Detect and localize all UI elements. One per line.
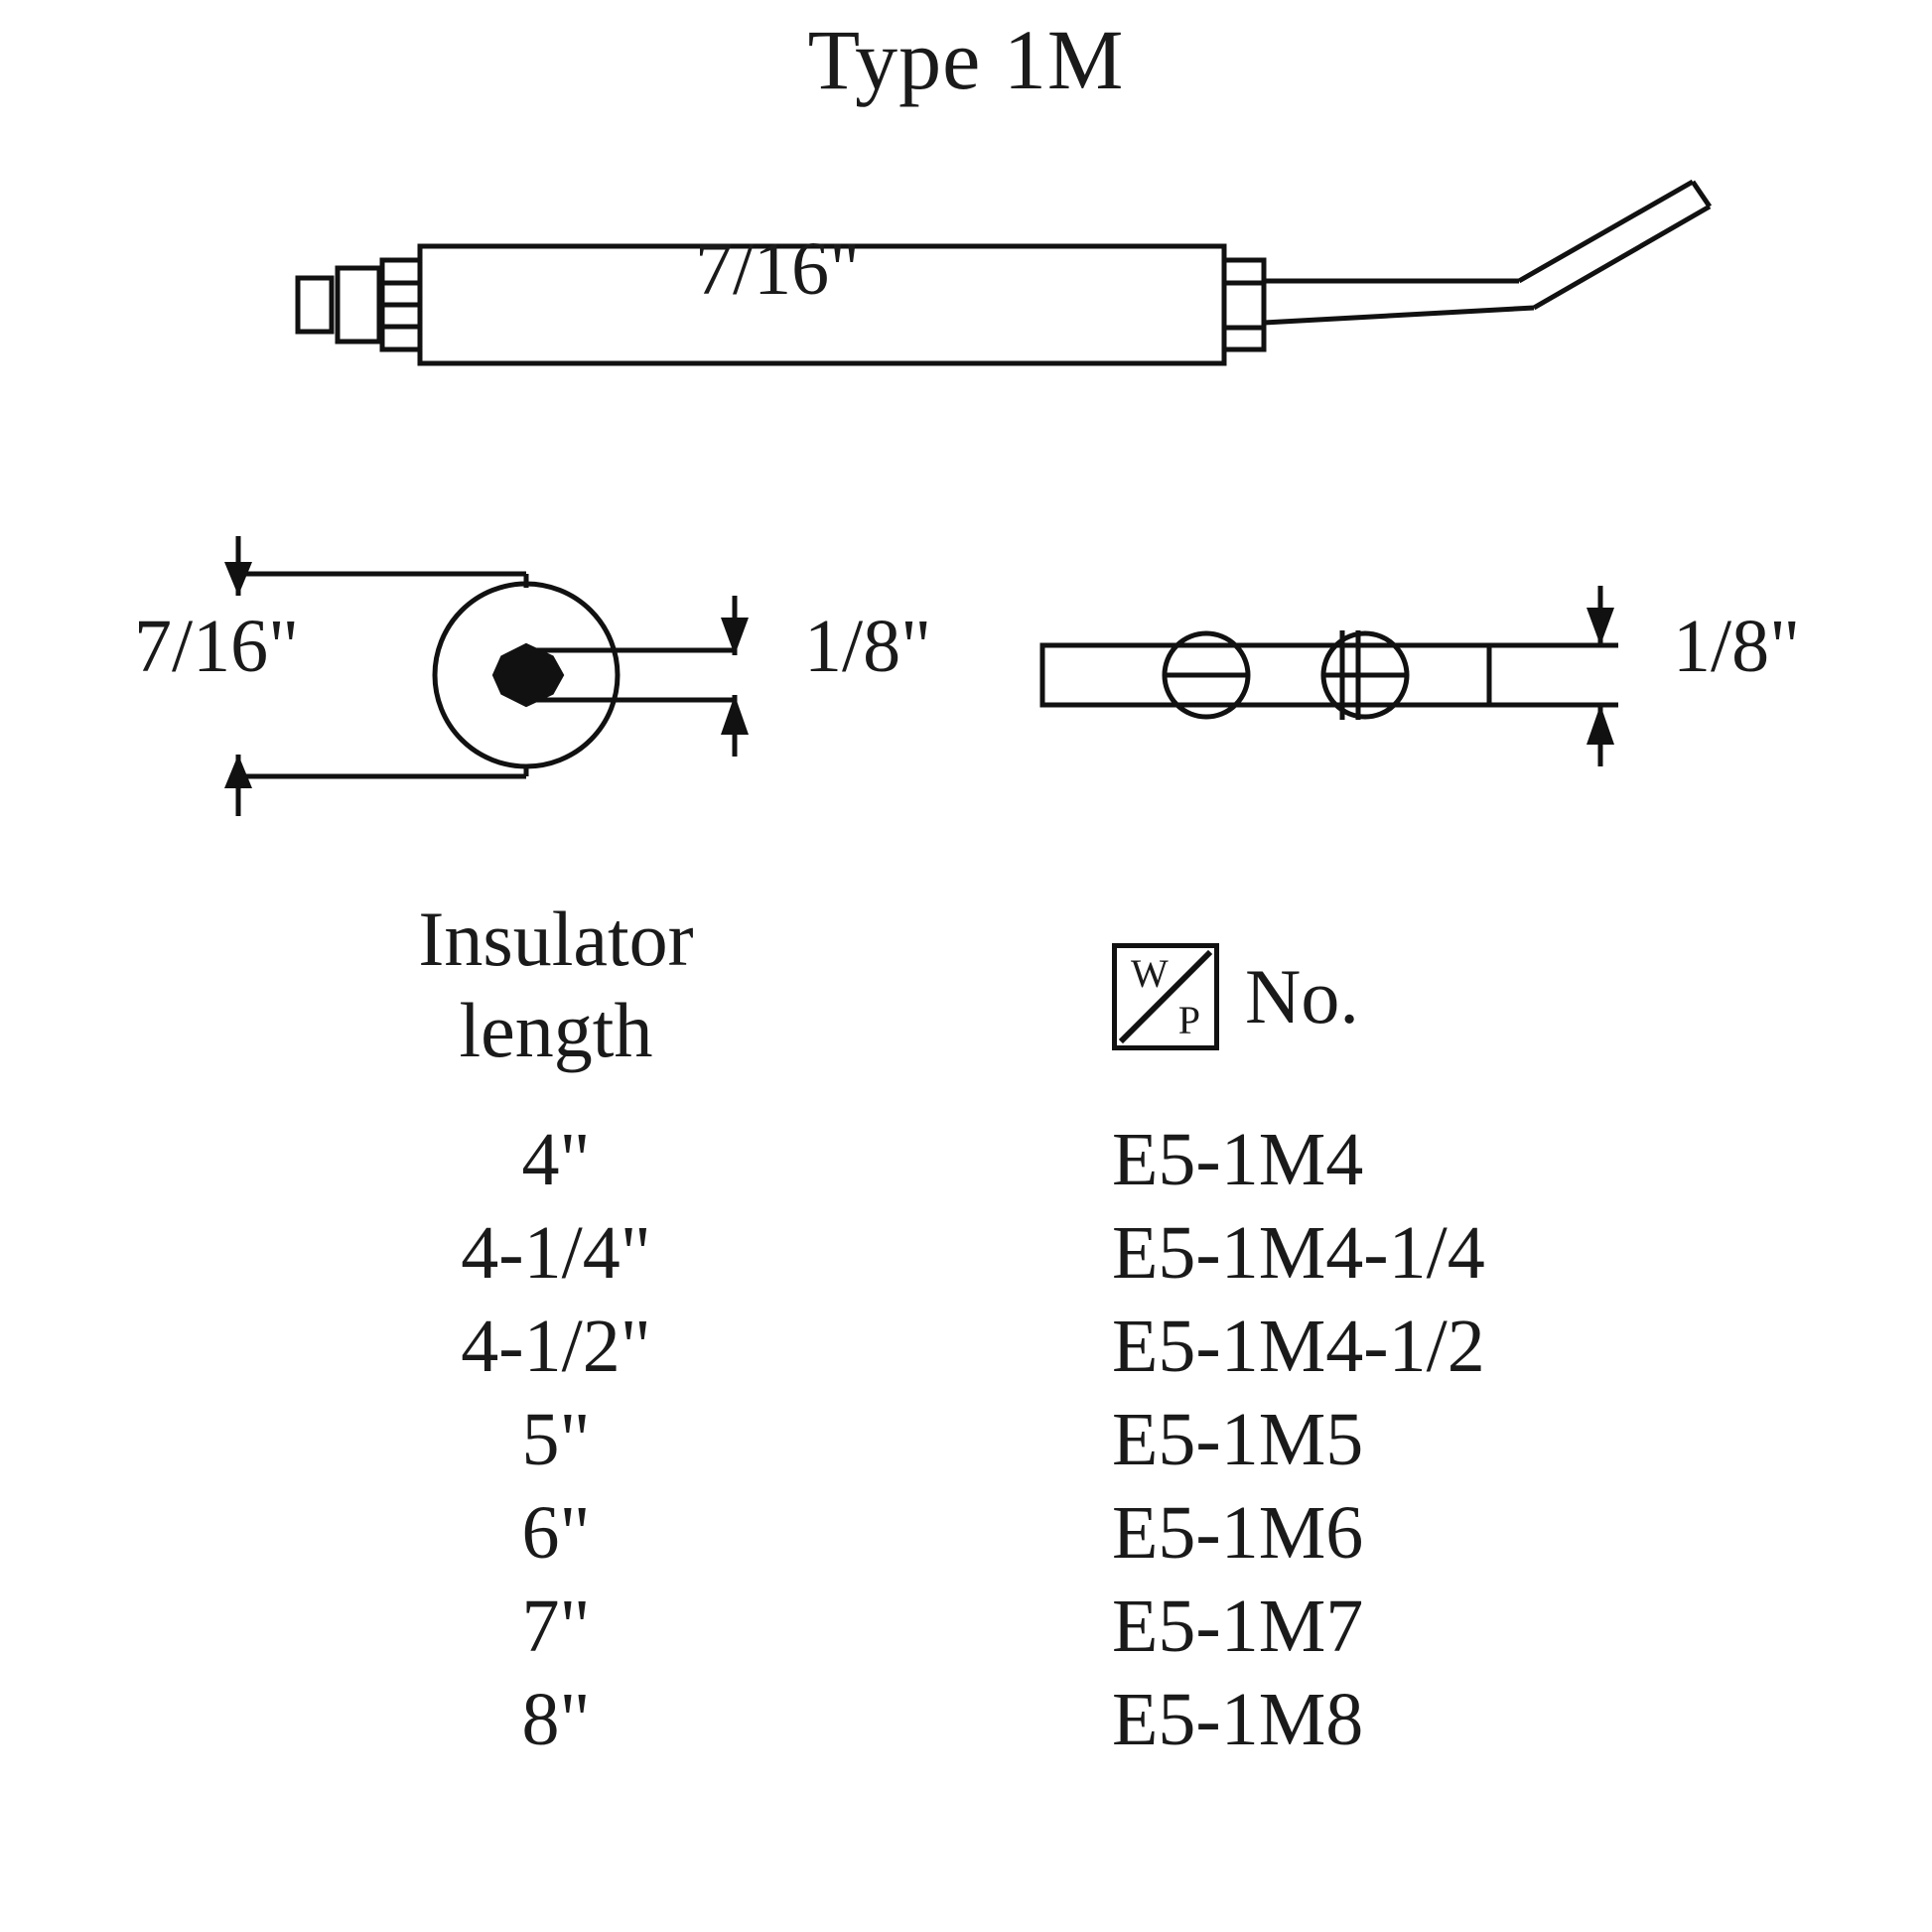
dimension-body-length: 7/16" (695, 227, 861, 311)
table-row (328, 1584, 1718, 1677)
cell-part-number: E5-1M6 (1112, 1491, 1364, 1575)
table-row (328, 1397, 1718, 1490)
cell-insulator-length: 4-1/2" (461, 1305, 651, 1388)
cell-part-number: E5-1M4-1/2 (1112, 1305, 1485, 1388)
column-header-part-number (1112, 943, 1359, 1050)
cell-insulator-length: 5" (521, 1398, 591, 1481)
page-title: Type 1M (807, 12, 1125, 107)
column-header-no-label: No. (1245, 953, 1359, 1039)
electrode-top-view (1042, 645, 1489, 705)
cell-part-number: E5-1M8 (1112, 1678, 1364, 1761)
wp-box-p-label: P (1177, 998, 1200, 1042)
terminal-cap (298, 278, 332, 332)
cell-insulator-length: 4-1/4" (461, 1211, 651, 1295)
insulator-end-circle (435, 584, 618, 766)
table-row (328, 1117, 1718, 1210)
dimension-gap-right: 1/8" (1673, 605, 1801, 688)
table-row (328, 1490, 1718, 1584)
table-row (328, 1304, 1718, 1397)
table-row (328, 1210, 1718, 1304)
wp-box-icon (1112, 943, 1219, 1050)
table-row (328, 1677, 1718, 1770)
dimension-gap-left: 1/8" (804, 605, 932, 688)
dimension-diameter: 7/16" (134, 605, 300, 688)
cell-part-number: E5-1M5 (1112, 1398, 1364, 1481)
cell-insulator-length: 7" (521, 1585, 591, 1668)
table-body (328, 1117, 1718, 1770)
cell-part-number: E5-1M4 (1112, 1118, 1364, 1201)
cell-part-number: E5-1M4-1/4 (1112, 1211, 1485, 1295)
column-header-line-2: length (459, 987, 653, 1074)
column-header-insulator-length (328, 894, 784, 1076)
cell-part-number: E5-1M7 (1112, 1585, 1364, 1668)
table-header-row (328, 894, 1718, 1112)
column-header-line-1: Insulator (418, 896, 694, 982)
cell-insulator-length: 6" (521, 1491, 591, 1575)
electrode-cross-section (494, 645, 562, 705)
cell-insulator-length: 8" (521, 1678, 591, 1761)
cell-insulator-length: 4" (521, 1118, 591, 1201)
specification-table (328, 894, 1718, 1761)
wp-box-w-label: W (1131, 951, 1169, 996)
